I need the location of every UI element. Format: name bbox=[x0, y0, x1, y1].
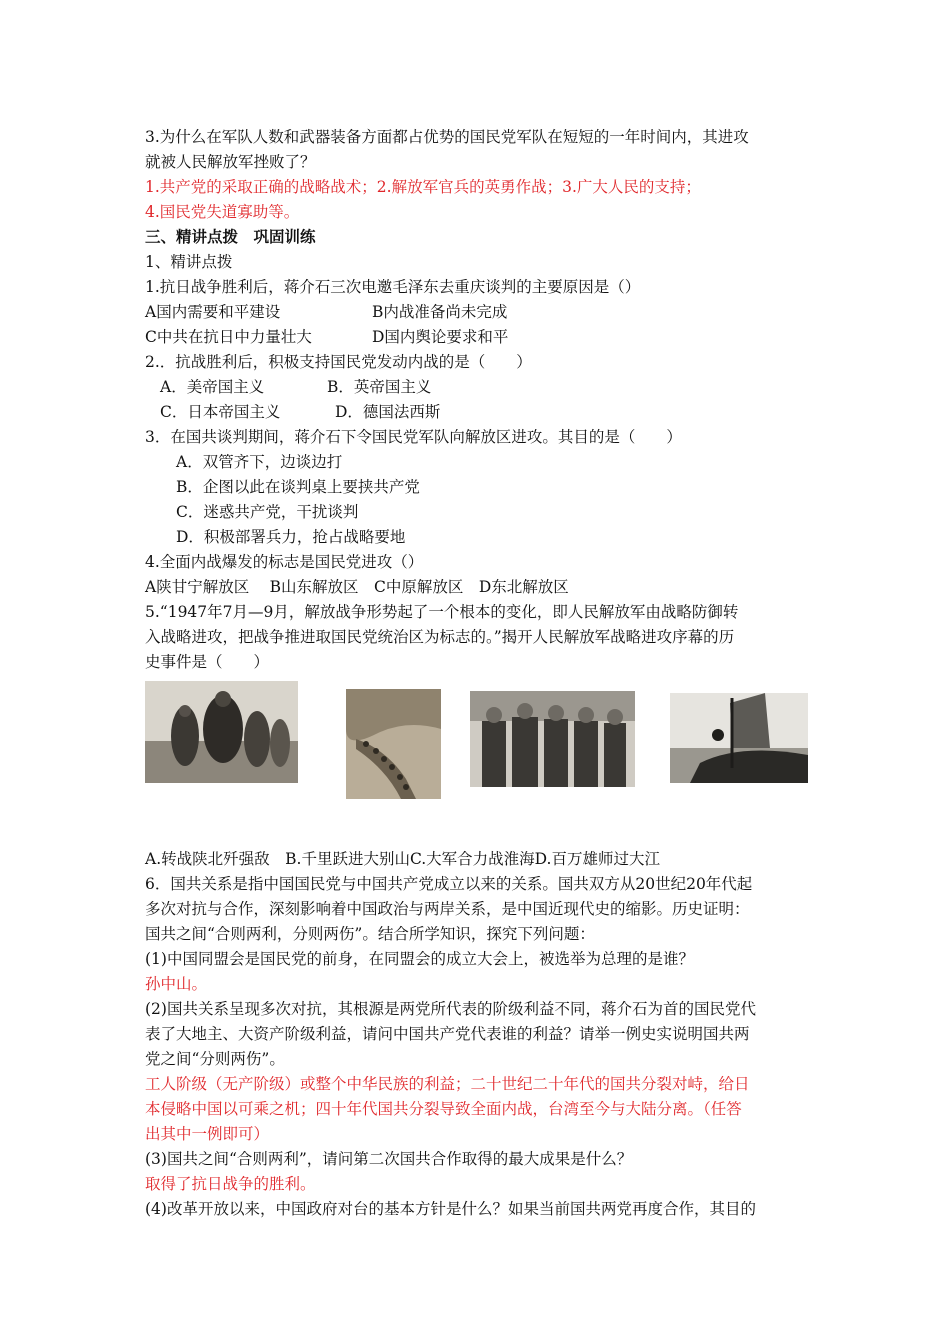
mc2-option-b: B．英帝国主义 bbox=[327, 378, 432, 396]
q6-answer2-line1: 工人阶级（无产阶级）或整个中华民族的利益；二十世纪二十年代的国共分裂对峙，给日 bbox=[145, 1075, 750, 1093]
mc3-option-c: C．迷惑共产党，干扰谈判 bbox=[176, 503, 359, 521]
q6-part1: (1)中国同盟会是国民党的前身，在同盟会的成立大会上，被选举为总理的是谁？ bbox=[145, 950, 694, 968]
mc2-option-a: A．美帝国主义 bbox=[160, 378, 265, 396]
mc1-option-d: D国内舆论要求和平 bbox=[372, 328, 509, 346]
mc5-line2: 入战略进攻，把战争推进取国民党统治区为标志的。”揭开人民解放军战略进攻序幕的历 bbox=[145, 628, 735, 646]
q6-part2-line2: 表了大地主、大资产阶级利益，请问中国共产党代表谁的利益？请举一例史实说明国共两 bbox=[145, 1025, 750, 1043]
mc2-option-d: D．德国法西斯 bbox=[335, 403, 441, 421]
q6-part2-line1: (2)国共关系呈现多次对抗，其根源是两党所代表的阶级利益不同，蒋介石为首的国民党代 bbox=[145, 1000, 756, 1018]
q6-part3: (3)国共之间“合则两利”，请问第二次国共合作取得的最大成果是什么？ bbox=[145, 1150, 633, 1168]
mc3-question: 3．在国共谈判期间，蒋介石下令国民党军队向解放区进攻。其目的是（ ） bbox=[145, 428, 682, 446]
mc4-question: 4.全面内战爆发的标志是国民党进攻（） bbox=[145, 553, 424, 571]
mc5-line3: 史事件是（ ） bbox=[145, 653, 270, 671]
q6-answer2-line3: 出其中一例即可） bbox=[145, 1125, 270, 1143]
q3-line2: 就被人民解放军挫败了？ bbox=[145, 153, 316, 171]
mc5-line1: 5.“1947年7月—9月，解放战争形势起了一个根本的变化，即人民解放军由战略防御转 bbox=[145, 603, 739, 621]
mc1-option-c: C中共在抗日中力量壮大 bbox=[145, 328, 312, 346]
photo-huaihai-commanders bbox=[470, 691, 635, 787]
photo-dabie-mountains bbox=[346, 689, 441, 799]
mc1-question: 1.抗日战争胜利后，蒋介石三次电邀毛泽东去重庆谈判的主要原因是（） bbox=[145, 278, 641, 296]
q6-answer3: 取得了抗日战争的胜利。 bbox=[145, 1175, 316, 1193]
q3-line1: 3.为什么在军队人数和武器装备方面都占优势的国民党军队在短短的一年时间内，其进攻 bbox=[145, 128, 749, 146]
q6-line2: 多次对抗与合作，深刻影响着中国政治与两岸关系，是中国近现代史的缩影。历史证明： bbox=[145, 900, 750, 918]
mc3-option-a: A．双管齐下，边谈边打 bbox=[176, 453, 343, 471]
q3-answer-line1: 1.共产党的采取正确的战略战术；2.解放军官兵的英勇作战；3.广大人民的支持； bbox=[145, 178, 701, 196]
q6-part2-line3: 党之间“分则两伤”。 bbox=[145, 1050, 285, 1068]
mc3-option-d: D．积极部署兵力，抢占战略要地 bbox=[176, 528, 406, 546]
mc4-options: A陕甘宁解放区 B山东解放区 C中原解放区 D东北解放区 bbox=[145, 578, 569, 596]
mc1-option-b: B内战准备尚未完成 bbox=[372, 303, 508, 321]
section-heading: 三、精讲点拨 巩固训练 bbox=[145, 227, 316, 246]
mc5-options: A.转战陕北歼强敌 B.千里跃进大别山C.大军合力战淮海D.百万雄师过大江 bbox=[145, 850, 660, 868]
q6-part4: (4)改革开放以来，中国政府对台的基本方针是什么？如果当前国共两党再度合作，其目的 bbox=[145, 1200, 756, 1218]
q6-line3: 国共之间“合则两利，分则两伤”。结合所学知识，探究下列问题： bbox=[145, 925, 595, 943]
subsection-heading: 1、精讲点拨 bbox=[145, 253, 233, 271]
q3-answer-line2: 4.国民党失道寡助等。 bbox=[145, 203, 300, 221]
q6-answer1: 孙中山。 bbox=[145, 975, 208, 993]
q6-answer2-line2: 本侵略中国以可乘之机；四十年代国共分裂导致全面内战，台湾至今与大陆分离。（任答 bbox=[145, 1100, 742, 1118]
mc1-option-a: A国内需要和平建设 bbox=[145, 303, 281, 321]
mc2-question: 2.．抗战胜利后，积极支持国民党发动内战的是（ ） bbox=[145, 353, 532, 371]
mc3-option-b: B．企图以此在谈判桌上要挟共产党 bbox=[176, 478, 420, 496]
q6-line1: 6．国共关系是指中国国民党与中国共产党成立以来的关系。国共双方从20世纪20年代起 bbox=[145, 875, 753, 893]
mc2-option-c: C．日本帝国主义 bbox=[160, 403, 281, 421]
photo-shaanbei-march bbox=[145, 681, 298, 783]
photo-crossing-yangtze bbox=[670, 693, 808, 783]
